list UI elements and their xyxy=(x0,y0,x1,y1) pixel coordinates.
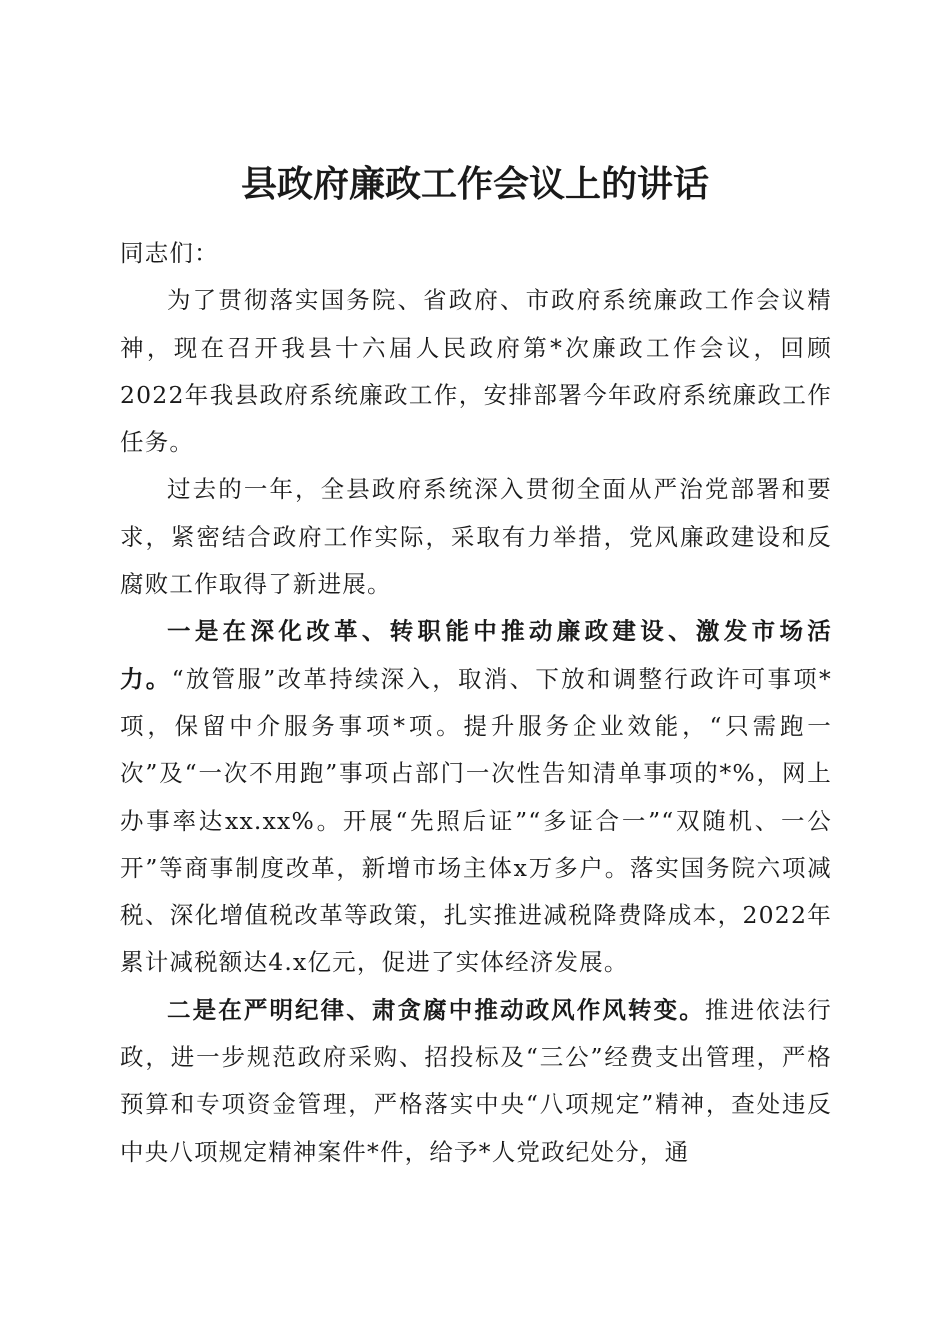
document-body xyxy=(120,230,832,1176)
paragraph-4 xyxy=(120,987,832,1176)
paragraph-text: “放管服”改革持续深入，取消、下放和调整行政许可事项*项，保留中介服务事项*项。提升服务企业效能，“只需跑一次”及“一次不用跑”事项占部门一次性告知清单事项的*%，网上办事率达xx.xx%。开展“先照后证”“多证合一”“双随机、一公开”等商事制度改革，新增市场主体x万多户。落实国务院六项减税、深化增值税改革等政策，扎实推进减税降费降成本，2022年累计减税额达4.x亿元，促进了实体经济发展。 xyxy=(120,664,832,977)
paragraph-text: 推进依法行政，进一步规范政府采购、招投标及“三公”经费支出管理，严格预算和专项资金管理，严格落实中央“八项规定”精神，查处违反中央八项规定精神案件*件，给予*人党政纪处分，通 xyxy=(120,995,833,1166)
document-title: 县政府廉政工作会议上的讲话 xyxy=(240,163,709,206)
paragraph-lead: 一是在深化改革、转职能中推动廉政建设、激发市场活力。 xyxy=(120,617,832,693)
paragraph-3 xyxy=(120,608,832,986)
paragraph-lead: 二是在严明纪律、肃贪腐中推动政风作风转变。 xyxy=(167,995,705,1024)
paragraph-1 xyxy=(120,277,832,466)
salutation: 同志们： xyxy=(120,239,219,267)
paragraph-2 xyxy=(120,466,832,608)
paragraph-text: 过去的一年，全县政府系统深入贯彻全面从严治党部署和要求，紧密结合政府工作实际，采取有力举措，党风廉政建设和反腐败工作取得了新进展。 xyxy=(120,475,832,599)
paragraph-text: 为了贯彻落实国务院、省政府、市政府系统廉政工作会议精神，现在召开我县十六届人民政府第*次廉政工作会议，回顾2022年我县政府系统廉政工作，安排部署今年政府系统廉政工作任务。 xyxy=(120,286,832,457)
